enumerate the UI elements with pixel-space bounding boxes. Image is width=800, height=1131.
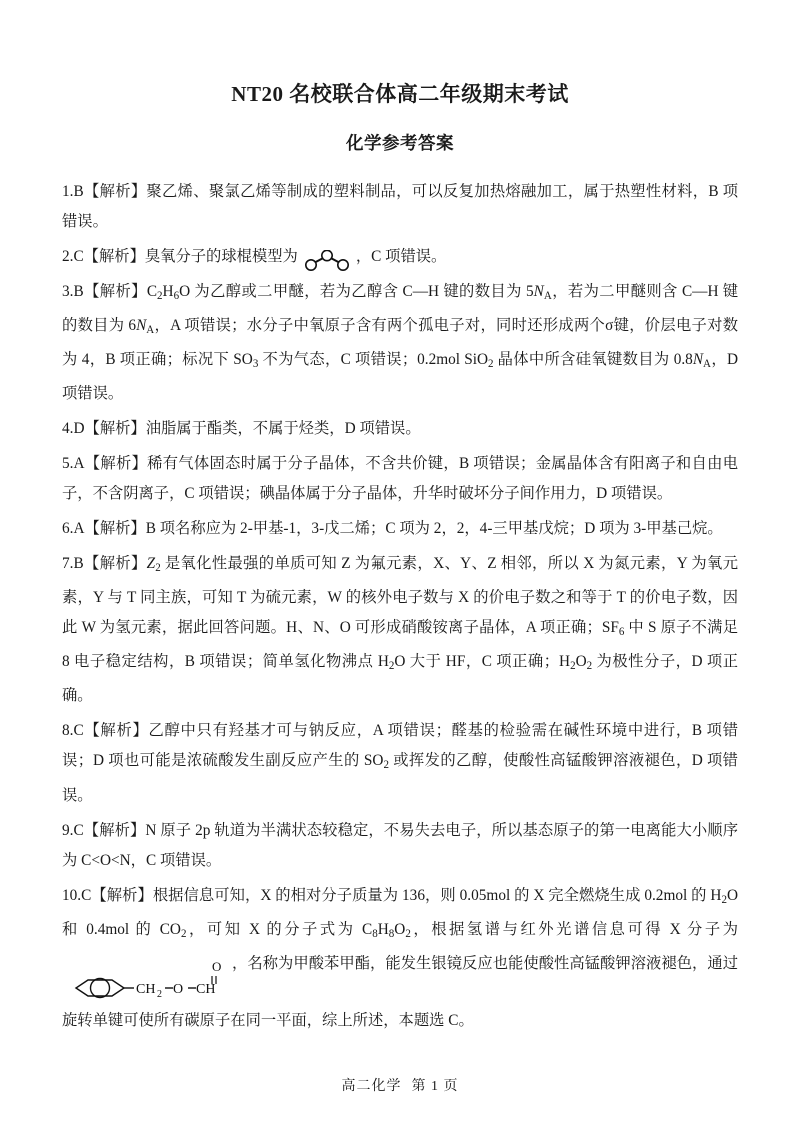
- svg-text:CH: CH: [136, 982, 156, 998]
- svg-text:CH: CH: [196, 982, 216, 998]
- answer-item-3: 3.B【解析】$C_2H_6O$ 为乙醇或二甲醚，若为乙醇含 C—H 键的数目为 $5N_A$，若为二甲醚则含 C—H 键的数目为 $6N_A$，A 项错误；水分子中氧原子含有两个孤电子对，同时还形成两个σ键，价层电子对数为 4，B 项正确；标况下 $SO_3$ 不为气态，C 项错误；0.2mol SiO$_2$ 晶体中所含硅氧键数目为 $0.8N_A$，D 项错误。: [62, 283, 739, 403]
- svg-text:O: O: [173, 982, 184, 998]
- phenyl-methyl-formate-structure-icon: [62, 958, 232, 1006]
- footer-subject: 高二化学: [341, 1079, 402, 1094]
- answer-item-7: 7.B【解析】$Z_2$ 是氧化性最强的单质可知 Z 为氟元素，X、Y、Z 相邻，所以 X 为氮元素，Y 为氧元素，Y 与 T 同主族，可知 T 为硫元素，W 的核外电子数与 X 的价电子数之和等于 T 的价电子数，因此 W 为氢元素，据此回答问题。H、N、O 可形成硝酸铵离子晶体，A 项正确；$SF_6$ 中 S 原子不满足 8 电子稳定结构，B 项错误；简单氢化物沸点 $H_2O$ 大于 HF，C 项正确；$H_2O_2$ 为极性分子，D 项正确。: [62, 555, 739, 705]
- answer-item-8: 8.C【解析】乙醇中只有羟基才可与钠反应，A 项错误；醛基的检验需在碱性环境中进行，B 项错误；D 项也可能是浓硫酸发生副反应产生的 $SO_2$ 或挥发的乙醇，使酸性高锰酸钾溶液褪色，D 项错误。: [62, 722, 738, 804]
- page-footer: [0, 1075, 800, 1095]
- answers-body: [62, 177, 738, 1036]
- answer-item-4: 4.D【解析】油脂属于酯类，不属于烃类，D 项错误。: [62, 420, 421, 438]
- answer-item-6: 6.A【解析】B 项名称应为 2-甲基-1，3-戊二烯；C 项为 2，2，4-三甲基戊烷；D 项为 3-甲基己烷。: [62, 520, 723, 538]
- answer-10-after: ，名称为甲酸苯甲酯，能发生银镜反应也能使酸性高锰酸钾溶液褪色，通过旋转单键可使所有碳原子在同一平面，综上所述，本题选 C。: [62, 954, 738, 1030]
- page-subtitle: 化学参考答案: [346, 133, 454, 153]
- ozone-ball-stick-model-icon: [298, 246, 356, 268]
- footer-page-number: 第 1 页: [411, 1079, 459, 1094]
- answer-2-prefix: 2.C【解析】臭氧分子的球棍模型为: [62, 248, 298, 265]
- answer-item-1: 1.B【解析】聚乙烯、聚氯乙烯等制成的塑料制品，可以反复加热熔融加工，属于热塑性材料，B 项错误。: [62, 183, 738, 230]
- answer-10-before: 10.C【解析】根据信息可知，X 的相对分子质量为 136，则 0.05mol 的 X 完全燃烧生成 0.2mol 的 $H_2O$ 和 0.4mol 的 $CO_2$，可知 X 的分子式为 $C_8H_8O_2$，根据氢谱与红外光谱信息可得 X 分子为: [62, 886, 738, 940]
- answer-item-5: 5.A【解析】稀有气体固态时属于分子晶体，不含共价键，B 项错误；金属晶体含有阳离子和自由电子，不含阴离子，C 项错误；碘晶体属于分子晶体，升华时破坏分子间作用力，D 项错误。: [62, 455, 738, 503]
- answer-item-9: 9.C【解析】N 原子 2p 轨道为半满状态较稳定，不易失去电子，所以基态原子的第一电离能大小顺序为 C<O<N，C 项错误。: [62, 821, 738, 869]
- answer-item-10: [62, 881, 738, 1037]
- answer-2-suffix: ，C 项错误。: [355, 248, 447, 265]
- svg-text:O: O: [212, 959, 222, 975]
- page-title: NT20 名校联合体高二年级期末考试: [231, 82, 569, 106]
- answer-item-2: [62, 242, 738, 272]
- svg-text:2: 2: [157, 989, 162, 1001]
